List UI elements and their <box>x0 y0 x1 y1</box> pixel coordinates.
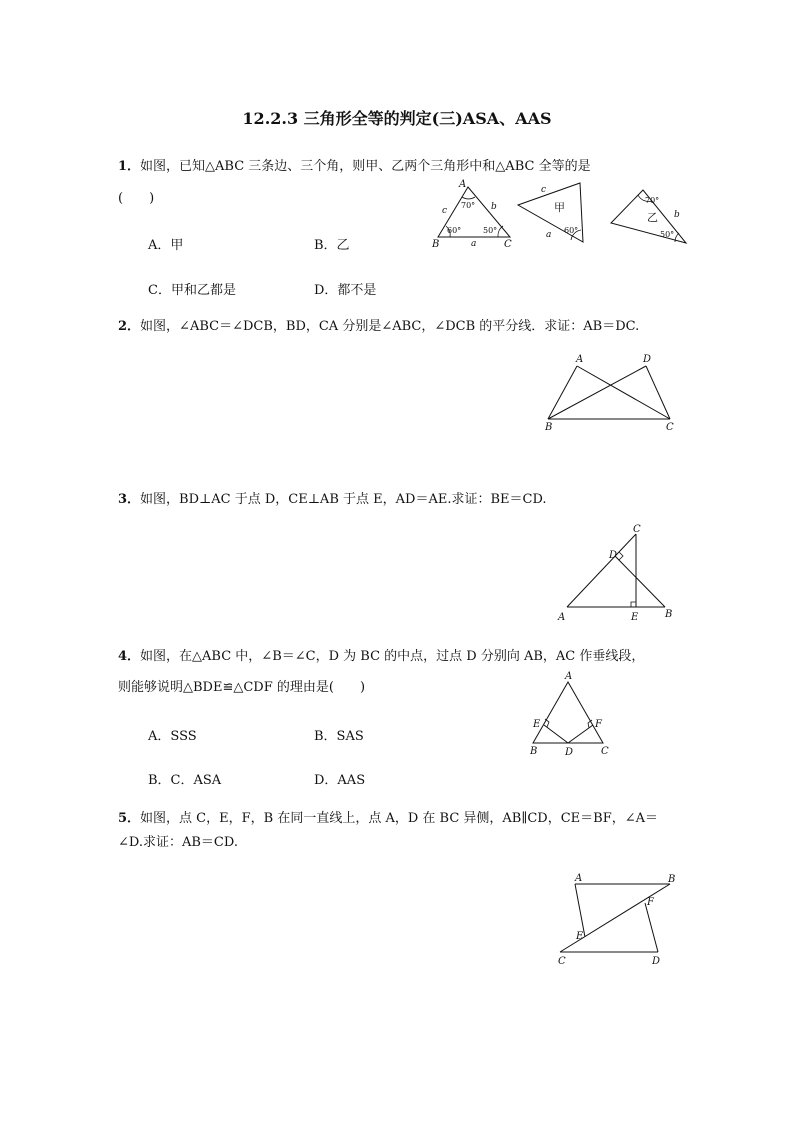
q5-label-c: C <box>558 956 566 967</box>
q4-figure <box>527 668 617 760</box>
q5-label-f: F <box>647 897 654 908</box>
q4-label-f: F <box>595 719 602 730</box>
q4-label-d: D <box>565 747 574 758</box>
q2-label-a: A <box>576 354 584 365</box>
q5-line2: ∠D.求证：AB＝CD. <box>118 835 238 850</box>
angle-a: 70° <box>461 201 476 210</box>
q4-option-a[interactable]: A．SSS <box>148 729 197 744</box>
q5-number: 5． <box>118 811 141 826</box>
yi-angle-2: 50° <box>660 230 675 239</box>
q5-label-b: B <box>668 874 676 885</box>
yi-side-b: b <box>674 210 680 220</box>
q2-figure <box>540 353 690 435</box>
jia-label: 甲 <box>554 201 565 214</box>
q1-option-b[interactable]: B．乙 <box>314 238 350 253</box>
q2-label-c: C <box>666 422 674 433</box>
q4-line1: 如图，在△ABC 中，∠B＝∠C，D 为 BC 的中点，过点 D 分别向 AB，AC 作垂线段， <box>140 649 645 664</box>
q5-label-a: A <box>575 873 583 884</box>
q3-label-d: D <box>609 550 618 561</box>
q3-label-e: E <box>631 612 639 623</box>
q2-label-b: B <box>545 422 553 433</box>
q2-label-d: D <box>643 354 652 365</box>
triangle-jia <box>518 183 583 242</box>
yi-label: 乙 <box>647 211 658 224</box>
q1-figure <box>428 175 693 265</box>
q1-blank: ( ) <box>118 191 155 206</box>
q3-line: 如图，BD⊥AC 于点 D，CE⊥AB 于点 E，AD＝AE.求证：BE＝CD. <box>140 492 547 507</box>
jia-side-a: a <box>546 230 552 240</box>
q4-option-c[interactable]: B．C．ASA <box>148 773 222 788</box>
q4-line2: 则能够说明△BDE≌△CDF 的理由是( ) <box>118 680 366 695</box>
label-c: C <box>504 239 512 250</box>
page-title: 12.2.3 三角形全等的判定(三)ASA、AAS <box>242 109 552 128</box>
q3-label-a: A <box>558 612 566 623</box>
q4-option-d[interactable]: D．AAS <box>314 773 366 788</box>
jia-angle: 60° <box>564 226 579 235</box>
q4-label-a: A <box>565 671 573 682</box>
q2-line: 如图，∠ABC＝∠DCB，BD，CA 分别是∠ABC，∠DCB 的平分线．求证：AB＝DC. <box>140 319 640 334</box>
q4-number: 4． <box>118 649 141 664</box>
q3-text <box>118 491 547 509</box>
q4-option-b[interactable]: B．SAS <box>314 729 364 744</box>
angle-b: 60° <box>447 226 462 235</box>
q3-figure <box>555 524 680 625</box>
q4-text <box>118 648 644 666</box>
q2-text <box>118 318 639 336</box>
q1-option-c[interactable]: C．甲和乙都是 <box>148 283 236 298</box>
side-b: b <box>491 202 497 212</box>
q4-label-c: C <box>601 746 609 757</box>
q2-number: 2． <box>118 319 141 334</box>
label-a: A <box>459 179 467 190</box>
q5-label-e: E <box>576 931 584 942</box>
q5-line1: 如图，点 C，E，F，B 在同一直线上，点 A，D 在 BC 异侧，AB∥CD，CE＝BF，∠A＝ <box>140 811 659 826</box>
q5-figure <box>552 868 687 968</box>
q1-option-d[interactable]: D．都不是 <box>314 283 377 298</box>
q4-label-e: E <box>533 719 541 730</box>
label-b: B <box>432 239 440 250</box>
triangle-abc <box>431 179 512 250</box>
side-a: a <box>471 239 477 249</box>
q4-label-b: B <box>530 746 538 757</box>
q3-label-c: C <box>633 524 641 535</box>
jia-side-c: c <box>541 185 547 195</box>
q5-text <box>118 810 658 828</box>
yi-angle-1: 70° <box>645 196 660 205</box>
q1-line1: 如图，已知△ABC 三条边、三个角，则甲、乙两个三角形中和△ABC 全等的是 <box>140 159 591 174</box>
q5-label-d: D <box>652 956 661 967</box>
q1-text <box>118 158 591 176</box>
side-c: c <box>442 206 448 216</box>
triangle-yi <box>611 190 686 243</box>
q3-label-b: B <box>665 609 673 620</box>
angle-c: 50° <box>483 226 498 235</box>
q3-number: 3． <box>118 492 141 507</box>
q1-option-a[interactable]: A．甲 <box>148 238 184 253</box>
q1-number: 1． <box>118 159 141 174</box>
